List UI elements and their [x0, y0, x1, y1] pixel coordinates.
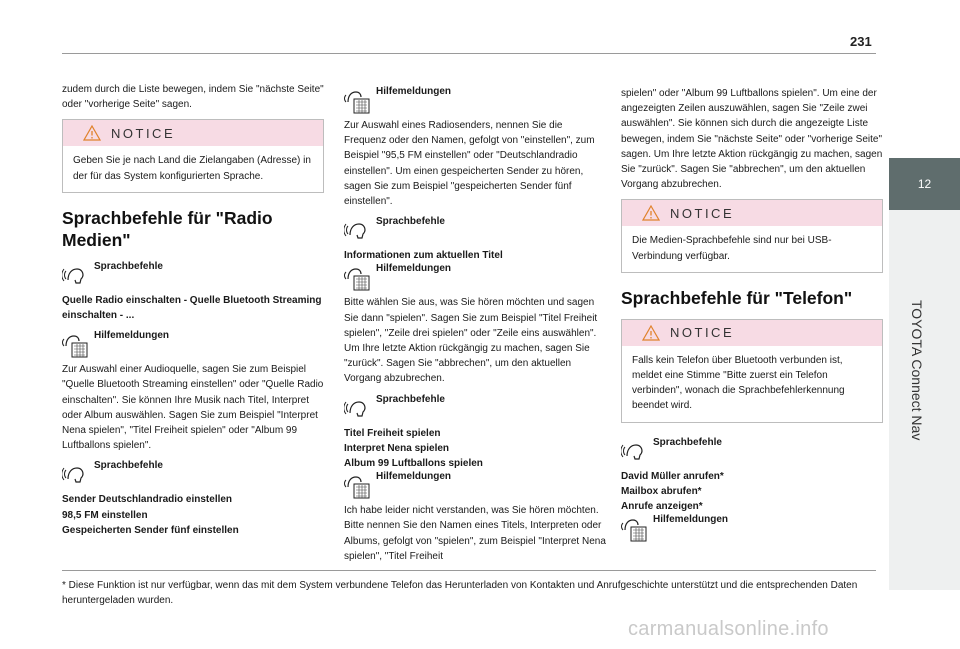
voice-command-label: Sprachbefehle [344, 216, 606, 244]
help-message-icon [62, 332, 88, 358]
section-heading: Sprachbefehle für "Telefon" [621, 287, 853, 308]
warning-icon [83, 125, 101, 141]
help-text: Zur Auswahl einer Audioquelle, sagen Sie zum Beispiel "Quelle Bluetooth Streaming einstellen" oder "Quelle Radio einschalten". Sie können Ihre Musik nach Titel, Interpret oder Album auswählen. Sagen Sie zum Beispiel "Interpret Nena spielen", "Titel Freiheit spielen" oder "Album 99 Luftballons spielen". [62, 364, 324, 452]
footnote: * Diese Funktion ist nur verfügbar, wenn das mit dem System verbundene Telefon das Herunterladen von Kontakten und Anrufgeschichte unterstützt und die entsprechenden Daten heruntergeladen wurden. [62, 580, 858, 606]
notice-header [622, 320, 882, 346]
voice-command-label: Sprachbefehle [62, 261, 324, 289]
notice-text: Die Medien-Sprachbefehle sind nur bei USB-Verbindung verfügbar. [632, 235, 832, 262]
command-line: Interpret Nena spielen [344, 442, 450, 454]
section-heading: Sprachbefehle für "Radio Medien" [62, 207, 273, 250]
notice-title: NOTICE [111, 125, 176, 141]
paragraph: spielen" oder "Album 99 Luftballons spielen". Um eine der angezeigten Zeilen auszuwählen, sagen Sie "Zeile zwei auswählen". Sie können sich durch die angezeigte Liste bewegen, indem Sie "nächste Seite" oder "vorherige Seite" sagen. Um Ihre letzte Aktion rückgängig zu machen, sagen Sie "zurück". Sagen Sie "abbrechen", um den aktuellen Vorgang abzubrechen. [621, 88, 883, 191]
voice-command-icon [344, 396, 370, 422]
command-line: Album 99 Luftballons spielen [344, 458, 483, 470]
notice-header [63, 120, 323, 146]
page-number: 231 [850, 34, 872, 49]
help-message-label: Hilfemeldungen [344, 471, 606, 499]
notice-text: Geben Sie je nach Land die Zielangaben (Adresse) in der für das System konfigurierten Sprache. [73, 155, 311, 182]
command-line: Titel Freiheit spielen [344, 427, 441, 439]
footnote-rule [62, 570, 876, 571]
command-line: 98,5 FM einstellen [62, 509, 148, 521]
help-message-label: Hilfemeldungen [62, 330, 324, 358]
command-list [621, 469, 883, 515]
voice-command-icon [621, 439, 647, 465]
voice-command-icon [344, 218, 370, 244]
warning-icon [642, 325, 660, 341]
notice-box [621, 199, 883, 272]
help-text: Ich habe leider nicht verstanden, was Sie hören möchten. Bitte nennen Sie den Namen eines Titels, Interpreten oder Albums, gefolgt von "spielen", zum Beispiel "Interpret Nena spielen", "Titel Freiheit [344, 505, 606, 562]
command-list [344, 426, 606, 472]
command-line: Anrufe anzeigen* [621, 501, 703, 513]
command-text: Quelle Radio einschalten - Quelle Bluetooth Streaming einschalten - ... [62, 294, 322, 322]
voice-command-label: Sprachbefehle [62, 460, 324, 488]
help-message-icon [621, 516, 647, 542]
help-message-label: Hilfemeldungen [344, 86, 606, 114]
paragraph: zudem durch die Liste bewegen, indem Sie "nächste Seite" oder "vorherige Seite" sagen. [62, 84, 324, 111]
help-text: Bitte wählen Sie aus, was Sie hören möchten und sagen Sie dann "spielen". Sagen Sie zum Beispiel "Titel Freiheit spielen", "Zeile drei spielen" oder "Zeile eins auswählen". Um Ihre letzte Aktion rückgängig zu machen, sagen Sie "zurück". Sagen Sie "abbrechen", um den aktuellen Vorgang abzubrechen. [344, 297, 598, 385]
voice-command-icon [62, 263, 88, 289]
chapter-label: TOYOTA Connect Nav [909, 300, 925, 441]
watermark: carmanualsonline.info [628, 618, 829, 640]
notice-box [62, 119, 324, 192]
help-message-label: Hilfemeldungen [344, 263, 606, 291]
help-text: Zur Auswahl eines Radiosenders, nennen Sie die Frequenz oder den Namen, gefolgt von "einstellen", zum Beispiel "95,5 FM einstellen" oder "Deutschlandradio einstellen". Um einen gespeicherten Sender zu hören, sagen Sie zum Beispiel "gespeicherten Sender fünf einstellen". [344, 120, 595, 208]
help-message-icon [344, 88, 370, 114]
command-list [62, 492, 324, 538]
help-message-icon [344, 265, 370, 291]
column-2 [344, 86, 606, 571]
column-1 [62, 82, 324, 545]
voice-command-label: Sprachbefehle [344, 394, 606, 422]
command-line: Sender Deutschlandradio einstellen [62, 494, 233, 506]
header-rule [62, 53, 876, 54]
help-message-icon [344, 473, 370, 499]
warning-icon [642, 205, 660, 221]
notice-title: NOTICE [670, 325, 735, 341]
help-message-label: Hilfemeldungen [621, 514, 883, 542]
voice-command-label: Sprachbefehle [621, 437, 883, 465]
column-3 [621, 86, 883, 546]
notice-header [622, 200, 882, 226]
notice-box [621, 319, 883, 423]
command-line: David Müller anrufen* [621, 470, 724, 482]
command-line: Gespeicherten Sender fünf einstellen [62, 524, 239, 536]
voice-command-icon [62, 462, 88, 488]
chapter-tab[interactable]: 12 [889, 158, 960, 210]
command-text: Informationen zum aktuellen Titel [344, 250, 503, 262]
notice-title: NOTICE [670, 205, 735, 221]
command-line: Mailbox abrufen* [621, 485, 702, 497]
notice-text: Falls kein Telefon über Bluetooth verbunden ist, meldet eine Stimme "Bitte zuerst ein Telefon verbinden", wonach die Sprachbefehlerkennung beendet wird. [632, 354, 845, 412]
